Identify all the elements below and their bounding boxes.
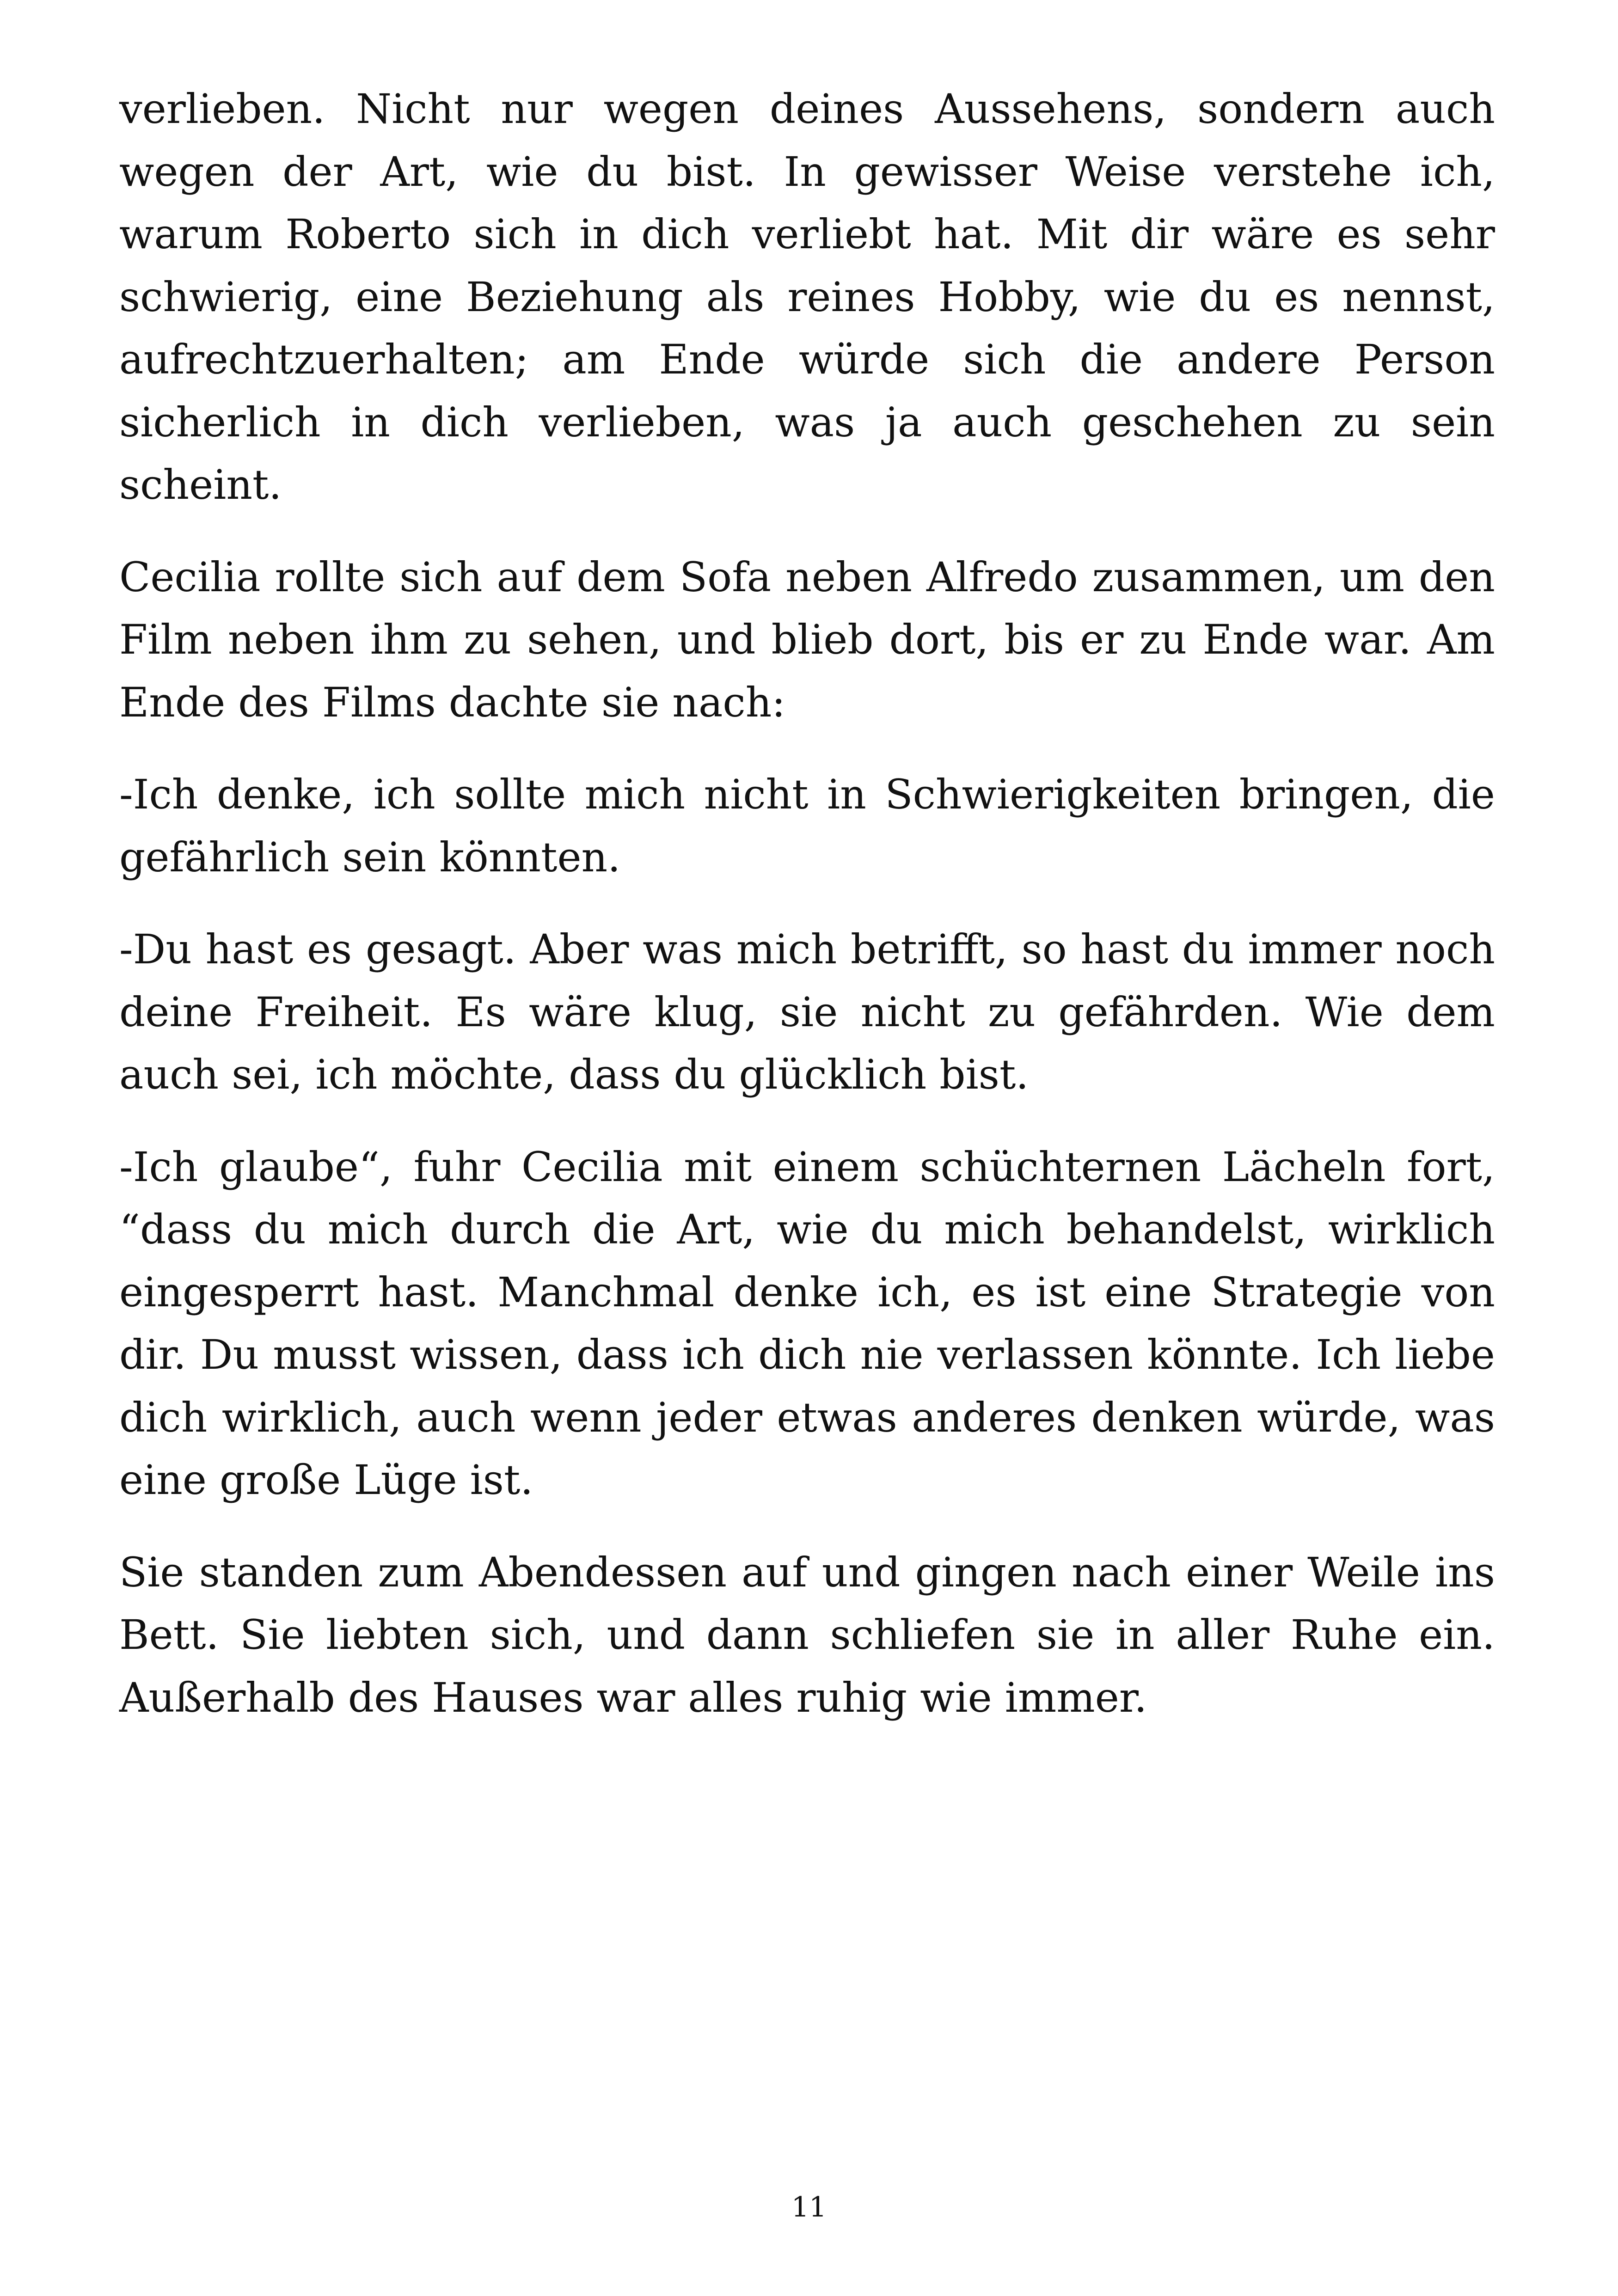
paragraph-3: -Ich denke, ich sollte mich nicht in Schwierigkeiten bringen, die gefährlich sein könnten. [119, 771, 1495, 881]
paragraph-5: -Ich glaube“, fuhr Cecilia mit einem schüchternen Lächeln fort, “dass du mich durch die Art, wie du mich behandelst, wirklich eingesperrt hast. Manchmal denke ich, es ist eine Strategie von dir. Du musst wissen, dass ich dich nie verlassen könnte. Ich liebe dich wirklich, auch wenn jeder etwas anderes denken würde, was eine große Lüge ist. [119, 1143, 1495, 1504]
paragraph-6: Sie standen zum Abendessen auf und gingen nach einer Weile ins Bett. Sie liebten sich, und dann schliefen sie in aller Ruhe ein. Außerhalb des Hauses war alles ruhig wie immer. [119, 1548, 1495, 1721]
body-text [119, 78, 1495, 1729]
paragraph-2: Cecilia rollte sich auf dem Sofa neben Alfredo zusammen, um den Film neben ihm zu sehen, und blieb dort, bis er zu Ende war. Am Ende des Films dachte sie nach: [119, 553, 1495, 726]
paragraph-1: verlieben. Nicht nur wegen deines Aussehens, sondern auch wegen der Art, wie du bist. In gewisser Weise verstehe ich, warum Roberto sich in dich verliebt hat. Mit dir wäre es sehr schwierig, eine Beziehung als reines Hobby, wie du es nennst, aufrechtzuerhalten; am Ende würde sich die andere Person sicherlich in dich verlieben, was ja auch geschehen zu sein scheint. [119, 85, 1495, 508]
page-number: 11 [791, 2191, 827, 2223]
paragraph-4: -Du hast es gesagt. Aber was mich betrifft, so hast du immer noch deine Freiheit. Es wäre klug, sie nicht zu gefährden. Wie dem auch sei, ich möchte, dass du glücklich bist. [119, 925, 1495, 1098]
